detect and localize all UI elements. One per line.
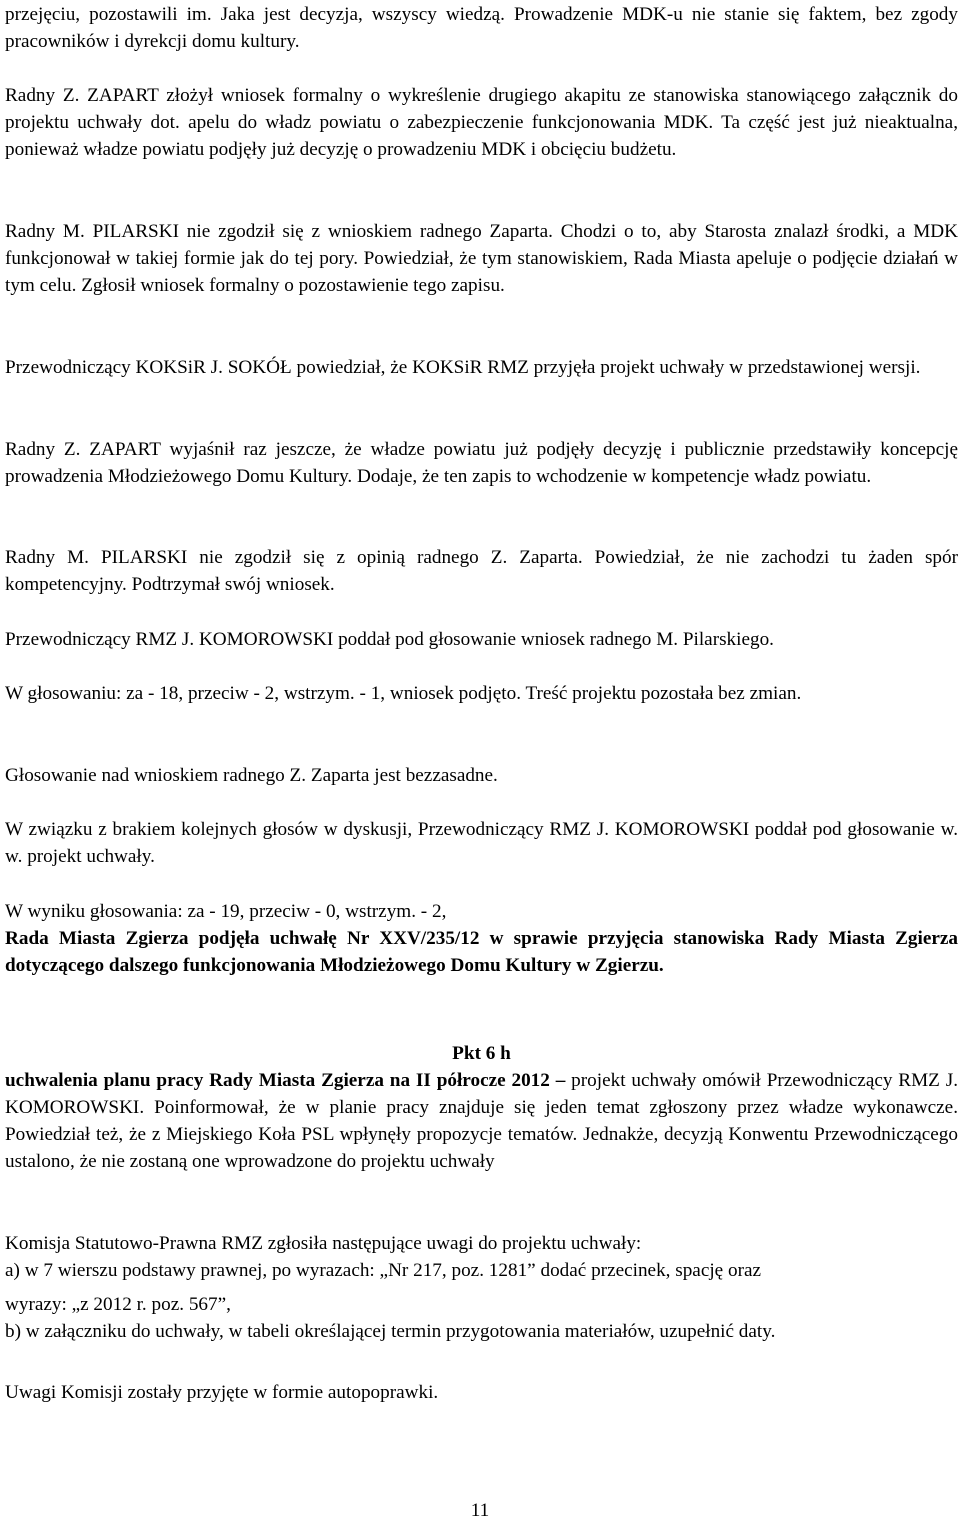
paragraph: Radny M. PILARSKI nie zgodził się z wnioskiem radnego Zaparta. Chodzi o to, aby Starosta znalazł środki, a MDK funkcjonował w takiej formie jak do tej pory. Powiedział, że tym stanowiskiem, Rada Miasta apeluje o podjęcie działań w tym celu. Zgłosił wniosek formalny o pozostawienie tego zapisu.: [5, 221, 958, 296]
page-number: 11: [470, 1500, 490, 1521]
paragraph: Komisja Statutowo-Prawna RMZ zgłosiła następujące uwagi do projektu uchwały:: [5, 1233, 642, 1254]
resolution-statement: Rada Miasta Zgierza podjęła uchwałę Nr XXV/235/12 w sprawie przyjęcia stanowiska Rady Miasta Zgierza dotyczącego dalszego funkcjonowania Młodzieżowego Domu Kultury w Zgierzu.: [5, 928, 958, 976]
paragraph: Przewodniczący KOKSiR J. SOKÓŁ powiedział, że KOKSiR RMZ przyjęła projekt uchwały w przedstawionej wersji.: [5, 357, 921, 378]
paragraph: Radny Z. ZAPART złożył wniosek formalny o wykreślenie drugiego akapitu ze stanowiska stanowiącego załącznik do projektu uchwały dot. apelu do władz powiatu o zabezpieczenie funkcjonowania MDK. Ta część jest już nieaktualna, ponieważ władze powiatu podjęły już decyzję o prowadzeniu MDK i obcięciu budżetu.: [5, 85, 958, 160]
paragraph: Przewodniczący RMZ J. KOMOROWSKI poddał pod głosowanie wniosek radnego M. Pilarskiego.: [5, 629, 774, 650]
section-title: uchwalenia planu pracy Rady Miasta Zgierza na II półrocze 2012 –: [5, 1070, 566, 1091]
paragraph: Głosowanie nad wnioskiem radnego Z. Zaparta jest bezzasadne.: [5, 765, 498, 786]
paragraph: Radny M. PILARSKI nie zgodził się z opinią radnego Z. Zaparta. Powiedział, że nie zachodzi tu żaden spór kompetencyjny. Podtrzymał swój wniosek.: [5, 547, 958, 595]
list-item-continuation: wyrazy: „z 2012 r. poz. 567”,: [5, 1294, 231, 1315]
paragraph-text: projekt uchwały omówił Przewodniczący RMZ J. KOMOROWSKI. Poinformował, że w planie pracy znajduje się jeden temat zgłoszony przez władze wykonawcze. Powiedział też, że z Miejskiego Koła PSL wpłynęły propozycje tematów. Jednakże, decyzją Konwentu Przewodniczącego ustalono, że nie zostaną one wprowadzone do projektu uchwały: [5, 1070, 959, 1172]
list-item: b) w załączniku do uchwały, w tabeli określającej termin przygotowania materiałów, uzupełnić daty.: [5, 1321, 776, 1342]
vote-result: W wyniku głosowania: za - 19, przeciw - 0, wstrzym. - 2,: [5, 901, 447, 922]
paragraph: Uwagi Komisji zostały przyjęte w formie autopoprawki.: [5, 1382, 439, 1403]
paragraph: przejęciu, pozostawili im. Jaka jest decyzja, wszyscy wiedzą. Prowadzenie MDK-u nie stanie się faktem, bez zgody pracowników i dyrekcji domu kultury.: [5, 4, 958, 52]
vote-result: W głosowaniu: za - 18, przeciw - 2, wstrzym. - 1, wniosek podjęto. Treść projektu pozostała bez zmian.: [5, 683, 802, 704]
paragraph: W związku z brakiem kolejnych głosów w dyskusji, Przewodniczący RMZ J. KOMOROWSKI poddał pod głosowanie w. w. projekt uchwały.: [5, 819, 958, 867]
paragraph: [5, 1067, 958, 1175]
paragraph: Radny Z. ZAPART wyjaśnił raz jeszcze, że władze powiatu już podjęły decyzję i publicznie przedstawiły koncepcję prowadzenia Młodzieżowego Domu Kultury. Dodaje, że ten zapis to wchodzenie w kompetencje władz powiatu.: [5, 439, 958, 487]
list-item: a) w 7 wierszu podstawy prawnej, po wyrazach: „Nr 217, poz. 1281” dodać przecinek, spację oraz: [5, 1260, 762, 1281]
section-heading: Pkt 6 h: [452, 1043, 511, 1064]
